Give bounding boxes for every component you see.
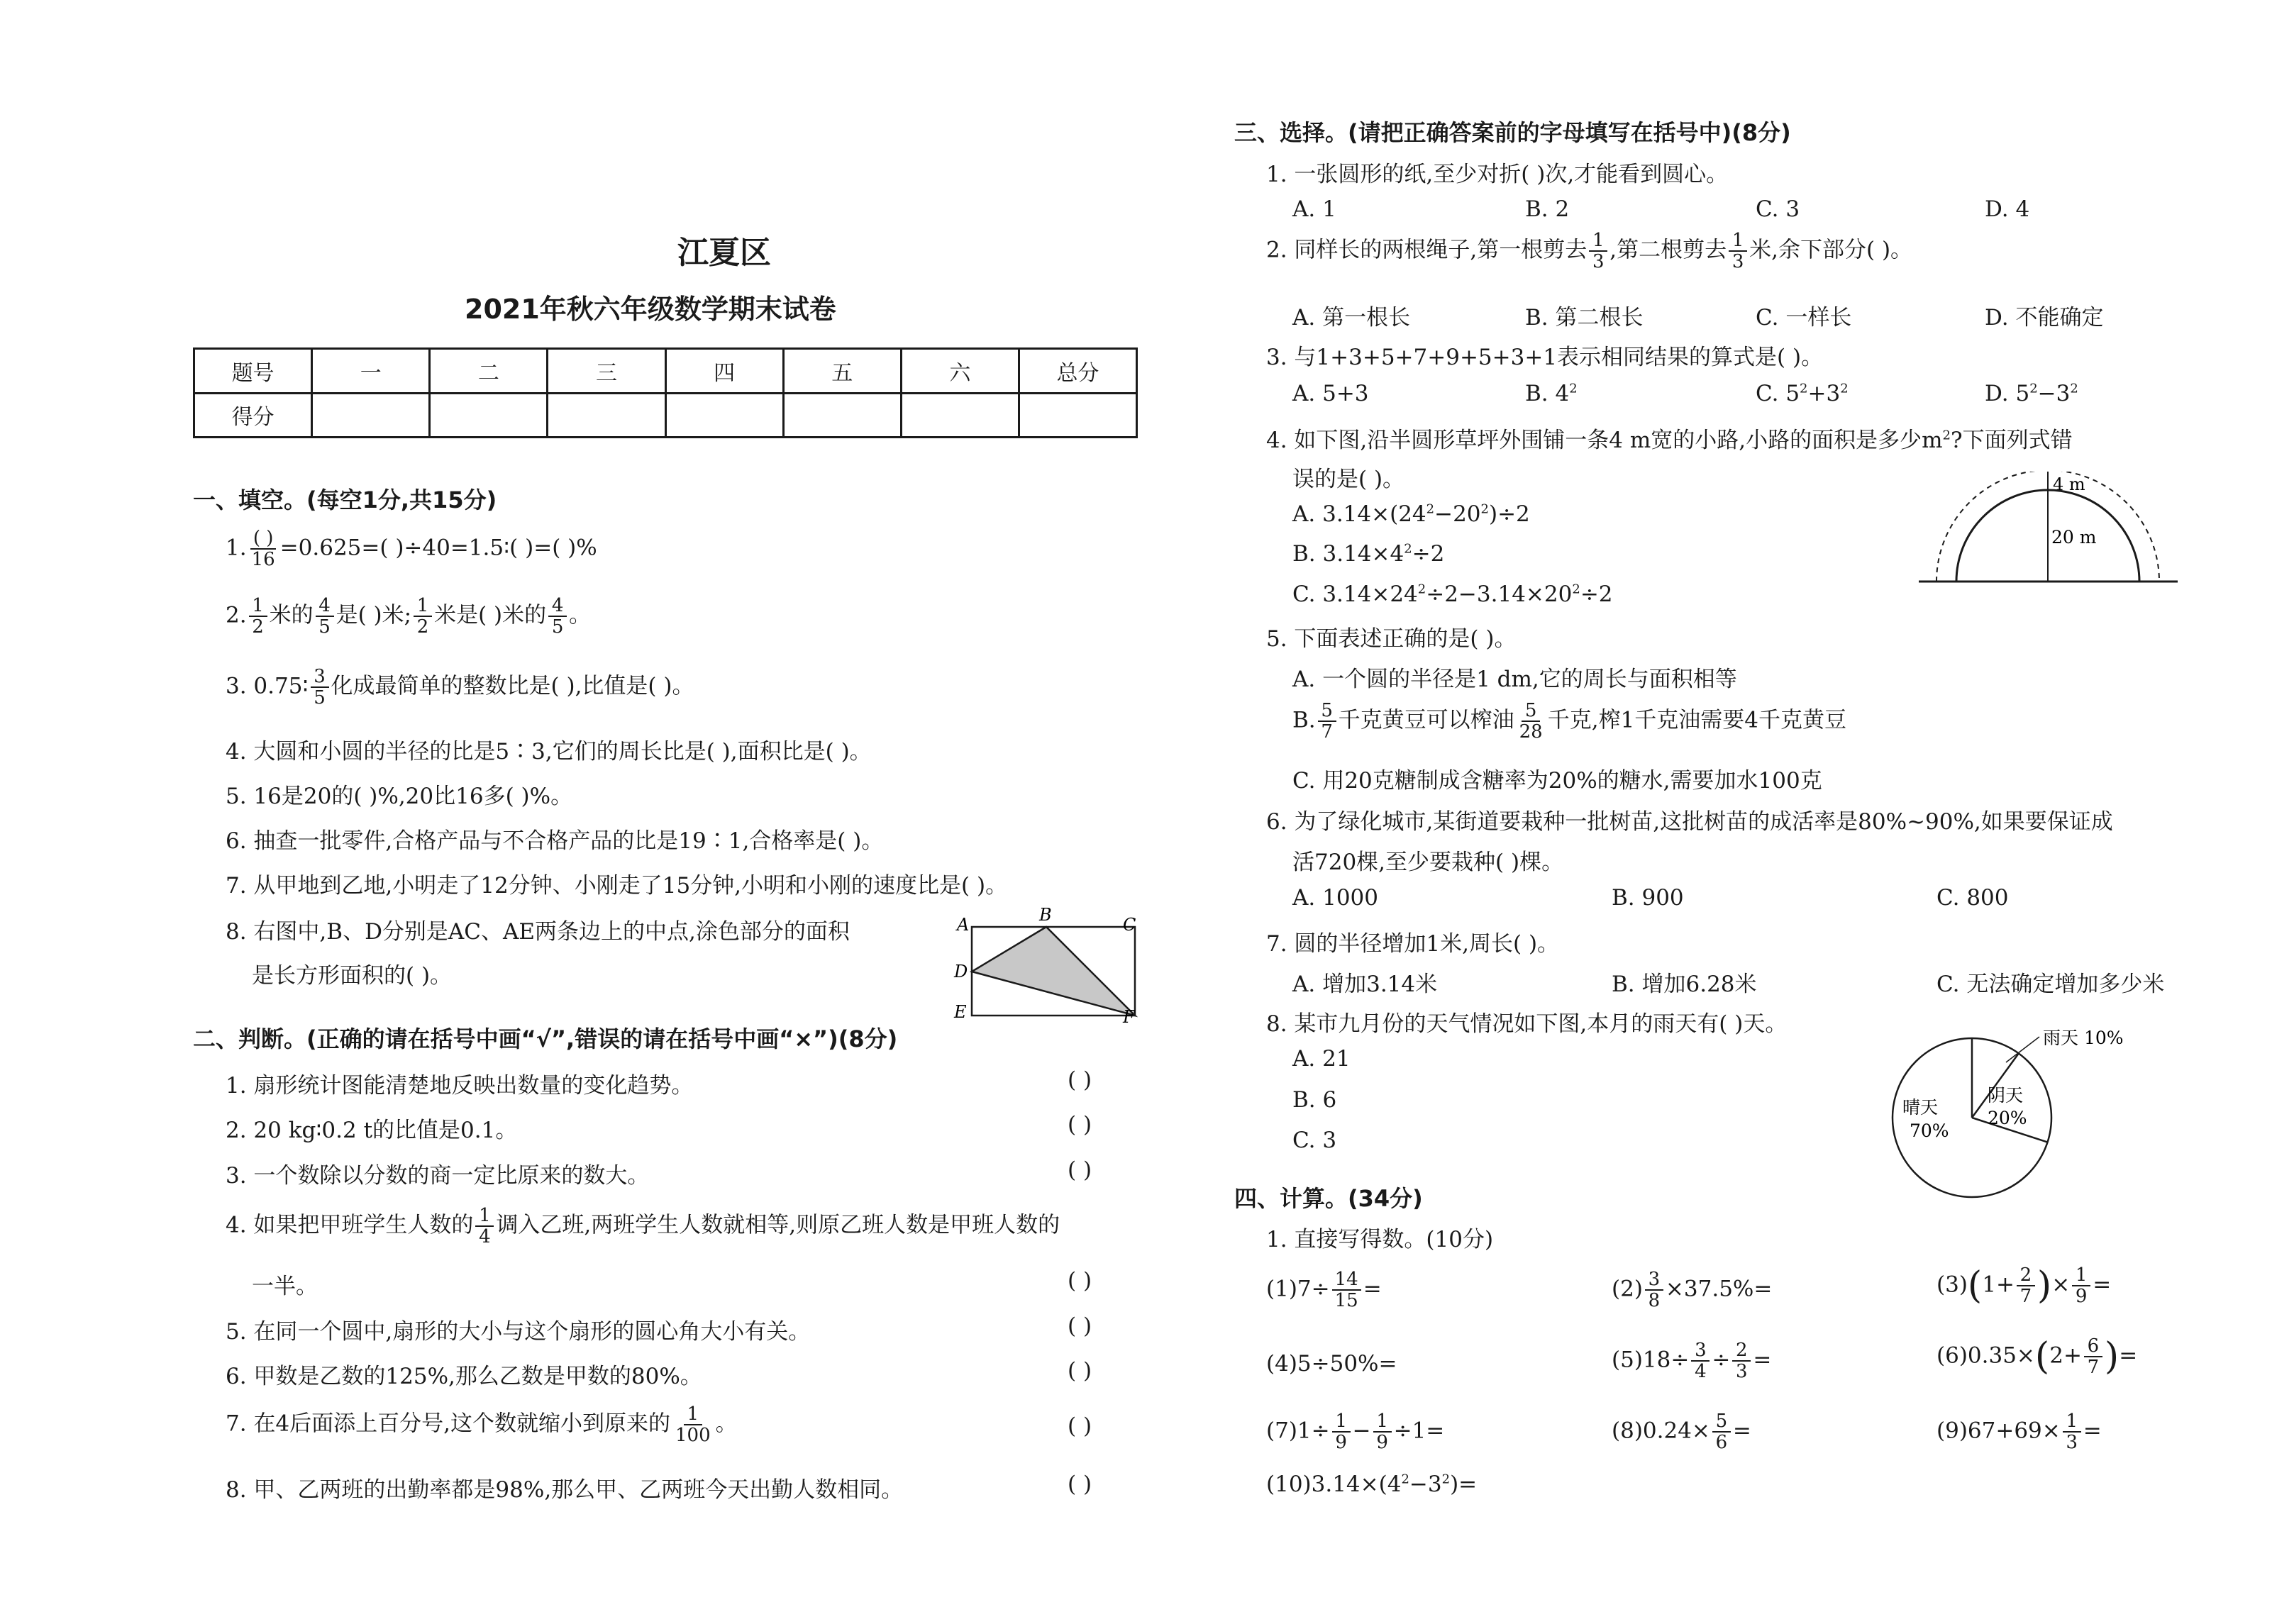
fill-q7: 7. 从甲地到乙地,小明走了12分钟、小刚走了15分钟,小明和小刚的速度比是( )。 <box>226 873 1008 899</box>
score-cell: 得分 <box>194 393 312 438</box>
choice-q1-option-a: A. 1 <box>1292 196 1336 222</box>
calc-expr-4: (4)5÷50%= <box>1266 1351 1397 1376</box>
shaded-triangle <box>972 927 1135 1016</box>
text: 是( )米; <box>336 602 412 628</box>
score-cell: 题号 <box>194 349 312 394</box>
fraction-denominator: 3 <box>1592 251 1605 273</box>
choice-q3-stem: 3. 与1+3+5+7+9+5+3+1表示相同结果的算式是( )。 <box>1266 345 1824 370</box>
fraction-denominator: 9 <box>2075 1286 2088 1307</box>
fraction <box>249 528 278 569</box>
fraction <box>1332 1269 1361 1311</box>
fraction-numerator: 1 <box>2063 1411 2081 1433</box>
choice-q2-stem <box>1266 230 1912 272</box>
choice-q4-option-c <box>1292 582 1613 607</box>
score-cell: 六 <box>901 349 1019 394</box>
choice-q3-option-a: A. 5+3 <box>1292 381 1369 406</box>
choice-q8-option-b: B. 6 <box>1292 1087 1337 1113</box>
score-input-cell[interactable] <box>430 393 548 438</box>
text: (7)1÷ <box>1266 1418 1330 1444</box>
score-table-score-row <box>194 393 1137 438</box>
fill-q2: 2. $\frac{1}{2}$ 米的 $\frac{4}{5}$ 是( )米; $\frac{1}{2}$ 米是( )米的 $\frac{4}{5}$ 。 <box>226 595 592 638</box>
score-table-header-row <box>194 349 1137 394</box>
pie-value-sunny: 70% <box>1910 1120 1949 1141</box>
text: (2) <box>1612 1276 1643 1302</box>
fraction <box>249 596 267 637</box>
fill-q1: 1. $\frac{( )}{16}$ =0.625=( )÷40=1.5∶( )=( )% <box>226 528 597 571</box>
fraction-numerator: 1 <box>475 1206 494 1227</box>
text: +3 <box>1807 381 1841 406</box>
rectangle-triangle-figure <box>947 901 1146 1025</box>
choice-q5-option-b <box>1292 701 1846 742</box>
fraction-denominator: 9 <box>1376 1432 1388 1454</box>
fraction-numerator: 3 <box>1691 1340 1710 1362</box>
text: ÷ <box>1712 1347 1731 1373</box>
vertex-label-e: E <box>954 1002 967 1022</box>
fill-q8-line1: 8. 右图中,B、D分别是AC、AE两条边上的中点,涂色部分的面积 <box>226 919 850 945</box>
text: B. 3.14×4 <box>1292 541 1404 567</box>
text: 米是( )米的 <box>434 602 547 628</box>
exponent: 2 <box>1441 1472 1451 1487</box>
choice-q6-option-c: C. 800 <box>1936 885 2009 911</box>
text: = <box>1753 1347 1772 1373</box>
exponent: 2 <box>1417 582 1426 597</box>
fraction <box>1691 1340 1710 1381</box>
text: = <box>2083 1418 2102 1444</box>
fraction-numerator: 2 <box>2017 1265 2035 1286</box>
left-paren: ( <box>1967 1264 1983 1307</box>
choice-q7-option-b: B. 增加6.28米 <box>1612 972 1757 997</box>
score-input-cell[interactable] <box>665 393 783 438</box>
calc-expr-2 <box>1612 1269 1772 1311</box>
fraction <box>1589 230 1607 272</box>
fill-q4: 4. 大圆和小圆的半径的比是5∶3,它们的周长比是( ),面积比是( )。 <box>226 739 872 764</box>
text: 米的 <box>269 602 314 628</box>
text: −3 <box>2037 381 2071 406</box>
score-input-cell[interactable] <box>548 393 665 438</box>
choice-q5-option-a: A. 一个圆的半径是1 dm,它的周长与面积相等 <box>1292 667 1737 692</box>
rainy-leader-line <box>2006 1037 2039 1062</box>
answer-paren[interactable]: ( ) <box>1068 1313 1092 1339</box>
fraction <box>548 596 567 637</box>
fill-q3 <box>226 667 694 708</box>
judge-q3: 3. 一个数除以分数的商一定比原来的数大。 <box>226 1163 650 1189</box>
score-cell: 总分 <box>1019 349 1136 394</box>
section-2-heading: 二、判断。(正确的请在括号中画“√”,错误的请在括号中画“×”)(8分) <box>193 1025 898 1052</box>
score-table <box>193 347 1138 438</box>
text: 4. 如果把甲班学生人数的 <box>226 1212 474 1238</box>
text: 。 <box>569 602 592 628</box>
judge-q2: 2. 20 kg∶0.2 t的比值是0.1。 <box>226 1118 518 1143</box>
choice-q2-option-b: B. 第二根长 <box>1525 305 1644 330</box>
fraction-numerator: 1 <box>1589 230 1607 252</box>
calc-sub1-heading: 1. 直接写得数。(10分) <box>1266 1227 1494 1252</box>
choice-q5-stem: 5. 下面表述正确的是( )。 <box>1266 626 1517 652</box>
choice-q4-option-b <box>1292 541 1444 567</box>
fraction-numerator: 1 <box>2072 1265 2090 1286</box>
fraction-numerator: 4 <box>548 596 567 617</box>
answer-paren[interactable]: ( ) <box>1068 1472 1092 1497</box>
vertex-label-a: A <box>957 915 970 935</box>
vertex-label-f: F <box>1123 1007 1135 1025</box>
section-1-heading: 一、填空。(每空1分,共15分) <box>193 486 497 513</box>
text: (1)7÷ <box>1266 1276 1330 1302</box>
fraction <box>311 667 329 708</box>
text: = <box>2119 1342 2138 1369</box>
text: 调入乙班,两班学生人数就相等,则原乙班人数是甲班人数的 <box>496 1212 1060 1238</box>
fraction-denominator: 4 <box>479 1226 491 1248</box>
choice-q7-stem: 7. 圆的半径增加1米,周长( )。 <box>1266 931 1560 957</box>
fraction-numerator: 1 <box>1373 1411 1392 1433</box>
choice-q2-option-a: A. 第一根长 <box>1292 305 1411 330</box>
fraction <box>2072 1265 2090 1306</box>
calc-expr-1 <box>1266 1269 1382 1311</box>
choice-q1-stem: 1. 一张圆形的纸,至少对折( )次,才能看到圆心。 <box>1266 162 1729 187</box>
judge-q5: 5. 在同一个圆中,扇形的大小与这个扇形的圆心角大小有关。 <box>226 1319 811 1345</box>
text: 2+ <box>2049 1342 2082 1369</box>
answer-paren[interactable]: ( ) <box>1068 1067 1092 1093</box>
judge-q1: 1. 扇形统计图能清楚地反映出数量的变化趋势。 <box>226 1073 694 1099</box>
text: ÷1= <box>1393 1418 1445 1444</box>
exponent: 2 <box>1569 381 1578 396</box>
text: −20 <box>1434 501 1481 527</box>
text: 化成最简单的整数比是( ),比值是( )。 <box>331 673 694 699</box>
fraction <box>1729 230 1747 272</box>
exponent: 2 <box>1401 1472 1409 1487</box>
text: 3. 0.75∶ <box>226 673 309 699</box>
exponent: 2 <box>2029 381 2038 396</box>
answer-paren[interactable]: ( ) <box>1068 1358 1092 1384</box>
fraction <box>1373 1411 1392 1452</box>
text: (8)0.24× <box>1612 1418 1710 1444</box>
fraction-denominator: 2 <box>416 616 429 638</box>
choice-q4-stem-line1 <box>1266 422 2073 454</box>
fraction <box>1712 1411 1731 1452</box>
fraction <box>672 1404 714 1445</box>
score-cell: 四 <box>665 349 783 394</box>
text: 千克,榨1千克油需要4千克黄豆 <box>1547 707 1847 733</box>
fraction-numerator: 1 <box>249 596 267 617</box>
choice-q2-option-d: D. 不能确定 <box>1985 305 2104 330</box>
text: (9)67+69× <box>1936 1418 2061 1444</box>
text: (5)18÷ <box>1612 1347 1690 1373</box>
fraction-numerator: 5 <box>1712 1411 1731 1433</box>
text: ÷2 <box>1412 541 1445 567</box>
fraction <box>1318 701 1336 742</box>
choice-q4-stem-line2: 误的是( )。 <box>1292 467 1405 492</box>
fraction <box>1517 701 1546 742</box>
exam-title: 2021年秋六年级数学期末试卷 <box>465 294 836 325</box>
path-width-label: 4 m <box>2053 474 2085 494</box>
fraction-denominator: 6 <box>1715 1432 1728 1454</box>
text: A. 3.14×(24 <box>1292 501 1426 527</box>
choice-q2-option-c: C. 一样长 <box>1756 305 1852 330</box>
fraction <box>475 1206 494 1247</box>
fraction-numerator: 6 <box>2084 1336 2102 1357</box>
exponent: 2 <box>2070 381 2078 396</box>
text: D. 5 <box>1985 381 2030 406</box>
judge-q7 <box>226 1404 738 1445</box>
choice-q6-stem-line1: 6. 为了绿化城市,某街道要栽种一批树苗,这批树苗的成活率是80%~90%,如果要保证成 <box>1266 809 2113 835</box>
text: = <box>1732 1418 1751 1444</box>
fill-q8-line2: 是长方形面积的( )。 <box>252 963 453 989</box>
judge-q4-line1 <box>226 1206 1060 1247</box>
exponent: 2 <box>1942 428 1951 443</box>
choice-q1-option-d: D. 4 <box>1985 196 2030 222</box>
score-input-cell[interactable] <box>901 393 1019 438</box>
choice-q1-option-c: C. 3 <box>1756 196 1800 222</box>
score-cell: 三 <box>548 349 665 394</box>
fraction-numerator: 14 <box>1332 1269 1361 1291</box>
fraction-numerator: 3 <box>311 667 329 688</box>
choice-q3-option-d <box>1985 381 2078 406</box>
fraction-denominator: 3 <box>1731 251 1744 273</box>
score-cell: 二 <box>430 349 548 394</box>
text: B. <box>1292 707 1316 733</box>
fraction-numerator: 1 <box>414 596 432 617</box>
choice-q6-option-b: B. 900 <box>1612 885 1684 911</box>
text: C. 3.14×24 <box>1292 582 1418 607</box>
fraction-numerator: 5 <box>1522 701 1540 722</box>
fraction <box>316 596 334 637</box>
choice-q7-option-a: A. 增加3.14米 <box>1292 972 1438 997</box>
fraction-denominator: 28 <box>1519 721 1543 743</box>
text: 。 <box>715 1411 738 1437</box>
text: C. 5 <box>1756 381 1800 406</box>
text: × <box>2051 1272 2071 1298</box>
choice-q6-stem-line2: 活720棵,至少要栽种( )棵。 <box>1292 850 1564 875</box>
text: ÷2 <box>1580 582 1613 607</box>
fraction-denominator: 5 <box>318 616 331 638</box>
choice-q1-option-b: B. 2 <box>1525 196 1570 222</box>
fraction-numerator: 1 <box>1729 230 1747 252</box>
fraction-denominator: 8 <box>1648 1290 1661 1312</box>
calc-expr-5 <box>1612 1340 1771 1381</box>
radius-label: 20 m <box>2051 527 2097 547</box>
fraction <box>414 596 432 637</box>
calc-expr-6 <box>1936 1335 2137 1378</box>
text: ,第二根剪去 <box>1609 237 1727 263</box>
choice-q4-option-a <box>1292 501 1530 527</box>
right-paren: ) <box>2037 1264 2052 1307</box>
score-input-cell[interactable] <box>312 393 430 438</box>
choice-q3-option-c <box>1756 381 1849 406</box>
text: )= <box>1450 1472 1478 1497</box>
exponent: 2 <box>1800 381 1808 396</box>
score-cell: 五 <box>783 349 901 394</box>
weather-pie-chart <box>1873 1021 2185 1202</box>
fraction-denominator: 7 <box>2087 1357 2100 1378</box>
fraction-numerator: 1 <box>684 1404 702 1425</box>
text: 1+ <box>1982 1272 2015 1298</box>
fraction-denominator: 16 <box>251 549 275 571</box>
text: − <box>1352 1418 1371 1444</box>
choice-q3-option-b <box>1525 381 1578 406</box>
fraction-numerator: 1 <box>1332 1411 1351 1433</box>
fraction-denominator: 5 <box>551 616 564 638</box>
calc-expr-3 <box>1936 1264 2111 1307</box>
judge-q8: 8. 甲、乙两班的出勤率都是98%,那么甲、乙两班今天出勤人数相同。 <box>226 1477 904 1503</box>
fraction-numerator: 4 <box>316 596 334 617</box>
choice-q8-option-a: A. 21 <box>1292 1046 1351 1072</box>
fraction <box>2063 1411 2081 1452</box>
fraction-denominator: 7 <box>1321 721 1333 743</box>
text: (6)0.35× <box>1936 1342 2035 1369</box>
judge-q6: 6. 甲数是乙数的125%,那么乙数是甲数的80%。 <box>226 1364 702 1389</box>
fill-q5: 5. 16是20的( )%,20比16多( )%。 <box>226 784 573 809</box>
fraction <box>2017 1265 2035 1306</box>
pie-label-rainy: 雨天 10% <box>2043 1028 2124 1048</box>
fraction-denominator: 15 <box>1334 1290 1358 1312</box>
exponent: 2 <box>1480 501 1489 517</box>
fraction-numerator: 2 <box>1732 1340 1751 1362</box>
calc-expr-7 <box>1266 1411 1444 1452</box>
district-title: 江夏区 <box>677 235 771 271</box>
calc-expr-8 <box>1612 1411 1751 1452</box>
section-3-heading: 三、选择。(请把正确答案前的字母填写在括号中)(8分) <box>1234 119 1791 146</box>
semicircle-path-figure <box>1915 472 2181 592</box>
text: B. 4 <box>1525 381 1570 406</box>
choice-q8-option-c: C. 3 <box>1292 1128 1337 1153</box>
text: (3) <box>1936 1272 1968 1298</box>
text: ?下面列式错 <box>1950 428 2073 453</box>
fraction <box>1732 1340 1751 1381</box>
fraction-numerator: 3 <box>1645 1269 1663 1291</box>
judge-q4-line2: 一半。 <box>252 1274 318 1299</box>
fraction-denominator: 9 <box>1335 1432 1347 1454</box>
fraction <box>2084 1336 2102 1377</box>
text: −3 <box>1409 1472 1442 1497</box>
fraction <box>1332 1411 1351 1452</box>
calc-expr-9 <box>1936 1411 2102 1452</box>
fill-q1-text: =0.625=( )÷40=1.5∶( )=( )% <box>279 535 597 561</box>
text: 7. 在4后面添上百分号,这个数就缩小到原来的 <box>226 1411 671 1437</box>
left-paren: ( <box>2034 1335 2050 1378</box>
exponent: 2 <box>1404 541 1412 557</box>
text: 千克黄豆可以榨油 <box>1338 707 1514 733</box>
fraction <box>1645 1269 1663 1311</box>
fraction-denominator: 3 <box>2066 1432 2078 1454</box>
text: 米,余下部分( )。 <box>1749 237 1913 263</box>
right-paren: ) <box>2104 1335 2120 1378</box>
text: = <box>1363 1276 1382 1302</box>
fraction-numerator: 5 <box>1318 701 1336 722</box>
text: 2. 同样长的两根绳子,第一根剪去 <box>1266 237 1587 263</box>
exponent: 2 <box>1426 501 1435 517</box>
score-input-cell[interactable] <box>1019 393 1136 438</box>
vertex-label-d: D <box>954 962 968 981</box>
pie-label-sunny: 晴天 <box>1902 1097 1939 1118</box>
text: 4. 如下图,沿半圆形草坪外围铺一条4 m宽的小路,小路的面积是多少m <box>1266 428 1943 453</box>
text: ÷2−3.14×20 <box>1426 582 1573 607</box>
pie-value-cloudy: 20% <box>1988 1108 2027 1128</box>
fraction-denominator: 7 <box>2019 1286 2032 1307</box>
text: ×37.5%= <box>1665 1276 1773 1302</box>
choice-q6-option-a: A. 1000 <box>1292 885 1378 911</box>
choice-q5-option-c: C. 用20克糖制成含糖率为20%的糖水,需要加水100克 <box>1292 768 1822 794</box>
fraction-numerator: ( ) <box>250 528 277 550</box>
score-cell: 一 <box>312 349 430 394</box>
choice-q7-option-c: C. 无法确定增加多少米 <box>1936 972 2165 997</box>
calc-expr-10 <box>1266 1472 1477 1497</box>
choice-q8-stem: 8. 某市九月份的天气情况如下图,本月的雨天有( )天。 <box>1266 1011 1788 1037</box>
section-4-heading: 四、计算。(34分) <box>1234 1185 1423 1212</box>
vertex-label-c: C <box>1123 915 1136 935</box>
answer-paren[interactable]: ( ) <box>1068 1268 1092 1294</box>
fraction-denominator: 100 <box>675 1425 711 1447</box>
score-input-cell[interactable] <box>783 393 901 438</box>
fill-q6: 6. 抽查一批零件,合格产品与不合格产品的比是19∶1,合格率是( )。 <box>226 828 884 854</box>
fraction-denominator: 5 <box>314 687 326 709</box>
vertex-label-b: B <box>1039 905 1052 925</box>
text: )÷2 <box>1488 501 1530 527</box>
pie-label-cloudy: 阴天 <box>1988 1085 2024 1106</box>
fraction-denominator: 3 <box>1736 1361 1748 1383</box>
answer-paren[interactable]: ( ) <box>1068 1413 1092 1439</box>
answer-paren[interactable]: ( ) <box>1068 1112 1092 1138</box>
answer-paren[interactable]: ( ) <box>1068 1157 1092 1183</box>
text: (10)3.14×(4 <box>1266 1472 1402 1497</box>
exponent: 2 <box>1572 582 1580 597</box>
fraction-denominator: 4 <box>1695 1361 1707 1383</box>
fraction-denominator: 2 <box>252 616 264 638</box>
text: = <box>2093 1272 2112 1298</box>
exponent: 2 <box>1840 381 1849 396</box>
